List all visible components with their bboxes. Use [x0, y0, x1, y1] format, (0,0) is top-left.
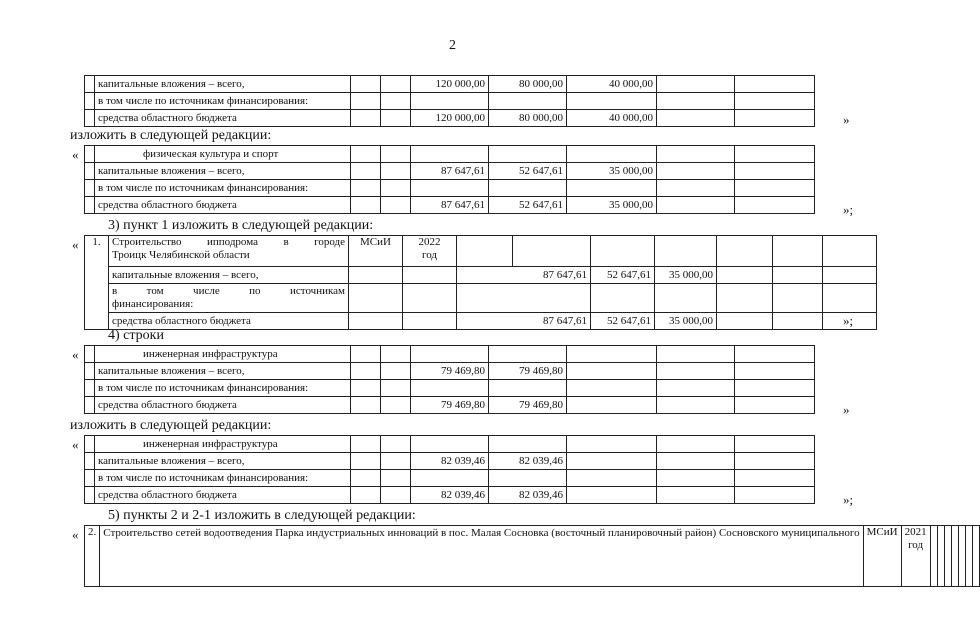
table-row [85, 267, 877, 284]
table-row [85, 163, 815, 180]
value-cell: 80 000,00 [489, 110, 567, 127]
open-quote: « [72, 437, 79, 452]
open-quote: « [72, 147, 79, 162]
page-number: 2 [449, 38, 456, 53]
value-cell: 87 647,61 [457, 313, 591, 330]
close-quote-semicolon: »; [843, 313, 854, 328]
instruction-text: изложить в следующей редакции: [70, 418, 272, 433]
value-cell: 80 000,00 [489, 76, 567, 93]
value-cell: 35 000,00 [655, 267, 717, 284]
table-row [85, 453, 815, 470]
instruction-text: изложить в следующей редакции: [70, 128, 272, 143]
table-row [85, 110, 815, 127]
value-cell: 79 469,80 [411, 363, 489, 380]
responsible-org: МСиИ [863, 526, 901, 587]
row-label: капитальные вложения – всего, [95, 76, 351, 93]
open-quote: « [72, 237, 79, 252]
value-cell: 79 469,80 [489, 397, 567, 414]
table-row [85, 180, 815, 197]
row-label: капитальные вложения – всего, [109, 267, 349, 284]
table-row [85, 487, 815, 504]
row-label: средства областного бюджета [95, 397, 351, 414]
object-title: Строительство ипподрома в городе Троицк Челябинской области [109, 236, 349, 267]
value-cell: 79 469,80 [411, 397, 489, 414]
value-cell: 79 469,80 [489, 363, 567, 380]
value-cell: 87 647,61 [457, 267, 591, 284]
value-cell: 82 039,46 [411, 487, 489, 504]
value-cell: 40 000,00 [567, 76, 657, 93]
section-heading: инженерная инфраструктура [95, 436, 351, 453]
value-cell: 52 647,61 [489, 163, 567, 180]
table-row [85, 380, 815, 397]
value-cell: 35 000,00 [567, 197, 657, 214]
row-label: в том числе по источникам финансирования: [95, 93, 351, 110]
object-title: Строительство сетей водоотведения Парка индустриальных инноваций в пос. Малая Сосновка (восточный планировочный район) Сосновского муниципального [100, 526, 863, 587]
value-cell: 52 647,61 [591, 267, 655, 284]
value-cell: 35 000,00 [567, 163, 657, 180]
table-row [85, 397, 815, 414]
instruction-text: 5) пункты 2 и 2-1 изложить в следующей редакции: [108, 508, 416, 523]
open-quote: « [72, 527, 79, 542]
close-quote: » [843, 112, 850, 127]
row-label: средства областного бюджета [109, 313, 349, 330]
value-cell: 87 647,61 [411, 163, 489, 180]
value-cell: 52 647,61 [489, 197, 567, 214]
row-label: капитальные вложения – всего, [95, 163, 351, 180]
section-heading: физическая культура и спорт [95, 146, 351, 163]
value-cell: 87 647,61 [411, 197, 489, 214]
value-cell: 40 000,00 [567, 110, 657, 127]
row-label: капитальные вложения – всего, [95, 453, 351, 470]
responsible-org: МСиИ [349, 236, 403, 267]
table-row [85, 470, 815, 487]
year-cell: 2022 год [403, 236, 457, 267]
table-row [85, 436, 815, 453]
value-cell: 120 000,00 [411, 76, 489, 93]
table-row [85, 346, 815, 363]
row-label: средства областного бюджета [95, 197, 351, 214]
instruction-text: 4) строки [108, 328, 164, 343]
item-number: 2. [85, 526, 100, 587]
value-cell: 35 000,00 [655, 313, 717, 330]
row-label: в том числе по источникам финансирования: [109, 284, 349, 313]
value-cell: 82 039,46 [489, 453, 567, 470]
open-quote: « [72, 347, 79, 362]
table-row [85, 76, 815, 93]
row-label: в том числе по источникам финансирования: [95, 180, 351, 197]
table-row [85, 313, 877, 330]
table-sewerage [84, 525, 980, 587]
table-row [85, 93, 815, 110]
table-physical-culture [84, 145, 815, 214]
value-cell: 82 039,46 [489, 487, 567, 504]
table-row [85, 197, 815, 214]
table-row [85, 284, 877, 313]
row-label: капитальные вложения – всего, [95, 363, 351, 380]
table-row [85, 146, 815, 163]
table-engineering-old [84, 345, 815, 414]
section-heading: инженерная инфраструктура [95, 346, 351, 363]
year-cell: 2021 год [901, 526, 930, 587]
close-quote-semicolon: »; [843, 202, 854, 217]
instruction-text: 3) пункт 1 изложить в следующей редакции: [108, 218, 374, 233]
table-row [85, 236, 877, 267]
table-engineering-new [84, 435, 815, 504]
table-row [85, 526, 980, 587]
table-capital-investments-1 [84, 75, 815, 127]
row-label: средства областного бюджета [95, 487, 351, 504]
row-label: в том числе по источникам финансирования: [95, 380, 351, 397]
table-hippodrome [84, 235, 877, 330]
table-row [85, 363, 815, 380]
row-label: средства областного бюджета [95, 110, 351, 127]
row-label: в том числе по источникам финансирования: [95, 470, 351, 487]
close-quote-semicolon: »; [843, 492, 854, 507]
value-cell: 82 039,46 [411, 453, 489, 470]
close-quote: » [843, 402, 850, 417]
value-cell: 52 647,61 [591, 313, 655, 330]
item-number: 1. [85, 236, 109, 330]
value-cell: 120 000,00 [411, 110, 489, 127]
